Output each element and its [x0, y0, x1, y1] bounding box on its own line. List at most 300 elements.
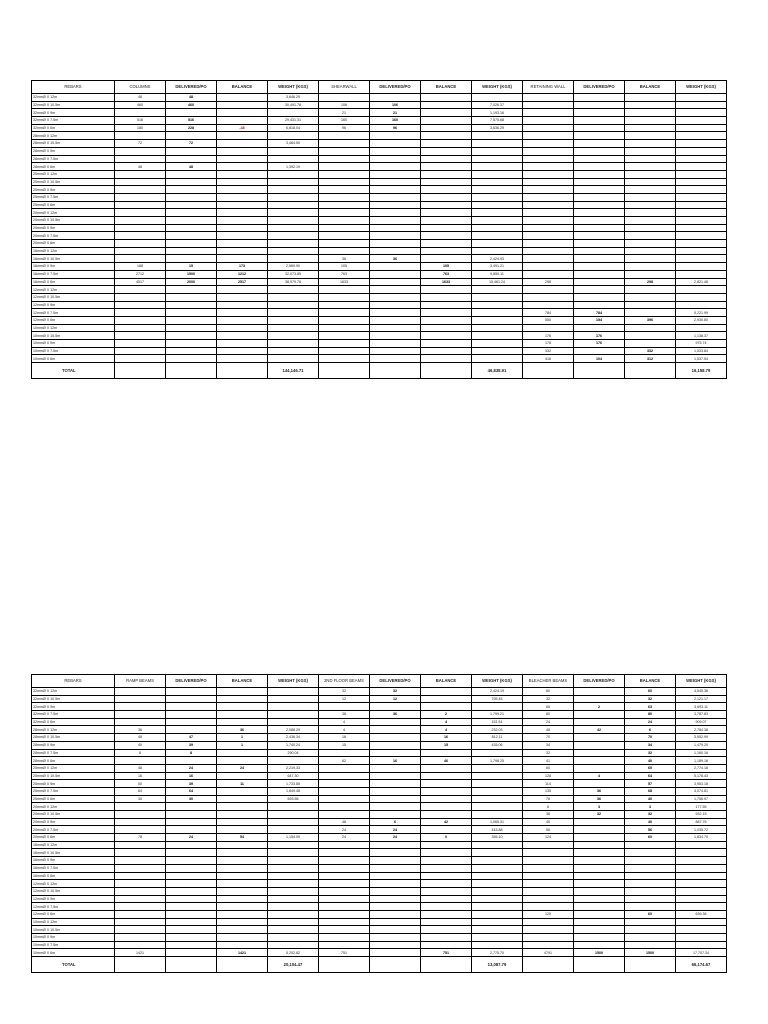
rebar-size-cell: 20mmØ X 7.5m — [32, 826, 115, 834]
table-cell: 120 — [523, 910, 574, 918]
table-cell — [268, 803, 319, 811]
table-cell — [268, 309, 319, 317]
table-cell: 60 — [523, 688, 574, 696]
table-cell: 4791 — [523, 949, 574, 957]
table-cell — [115, 109, 166, 117]
table-cell: 812.11 — [472, 734, 523, 742]
table-cell: 38,979.76 — [268, 278, 319, 286]
table-cell — [676, 263, 727, 271]
table-cell — [370, 872, 421, 880]
table-cell: 39 — [166, 780, 217, 788]
table-cell: 975.74 — [676, 340, 727, 348]
table-cell — [217, 711, 268, 719]
table-cell: 3,552.99 — [676, 734, 727, 742]
table-row — [32, 749, 727, 757]
table-cell — [523, 293, 574, 301]
table-cell: 11 — [217, 780, 268, 788]
table-cell: 60 — [625, 688, 676, 696]
table-row — [32, 332, 727, 340]
table-cell — [676, 918, 727, 926]
table-cell — [115, 193, 166, 201]
table-cell — [625, 140, 676, 148]
table-cell — [421, 255, 472, 263]
table-cell — [319, 764, 370, 772]
table-cell — [676, 880, 727, 888]
table-cell: 106 — [319, 101, 370, 109]
table-cell — [574, 780, 625, 788]
table-cell: 24 — [217, 764, 268, 772]
table-cell — [676, 941, 727, 949]
table-cell: 2,436.34 — [268, 734, 319, 742]
table-cell — [523, 363, 574, 379]
table-cell: 1212 — [217, 270, 268, 278]
rebar-size-cell: 16mmØ X 12m — [32, 841, 115, 849]
table-cell — [625, 903, 676, 911]
table-cell: 32 — [625, 695, 676, 703]
table-cell — [421, 94, 472, 102]
table-cell — [625, 887, 676, 895]
table-cell — [166, 347, 217, 355]
table-cell — [625, 363, 676, 379]
total-label: TOTAL — [32, 957, 115, 973]
table-cell — [523, 926, 574, 934]
table-cell — [268, 316, 319, 324]
table-cell: 57 — [625, 780, 676, 788]
table-cell — [574, 918, 625, 926]
table-cell: 36 — [574, 795, 625, 803]
table-cell: 932.15 — [676, 811, 727, 819]
table-cell — [421, 703, 472, 711]
table-cell — [166, 240, 217, 248]
table-row — [32, 301, 727, 309]
table-cell — [115, 864, 166, 872]
rebar-size-cell: 10mmØ X 10.5m — [32, 926, 115, 934]
table-cell — [319, 309, 370, 317]
table-row — [32, 293, 727, 301]
table-cell — [421, 347, 472, 355]
rebar-size-cell: 32mmØ X 10.5m — [32, 695, 115, 703]
table-cell — [574, 718, 625, 726]
table-cell — [370, 347, 421, 355]
table-cell: 40 — [625, 818, 676, 826]
table-cell — [370, 147, 421, 155]
table-cell — [370, 887, 421, 895]
table-cell: 173 — [217, 263, 268, 271]
table-cell — [676, 109, 727, 117]
rebar-size-cell: 28mmØ X 12m — [32, 132, 115, 140]
table-cell — [115, 718, 166, 726]
table-cell — [166, 949, 217, 957]
header-row — [32, 675, 727, 688]
table-cell — [115, 201, 166, 209]
table-row — [32, 834, 727, 842]
table-cell: 24 — [166, 834, 217, 842]
table-cell: 64 — [115, 787, 166, 795]
table-cell — [574, 324, 625, 332]
table-cell: 1,154.09 — [268, 834, 319, 842]
table-cell — [625, 178, 676, 186]
rebar-size-cell: 12mmØ X 6m — [32, 910, 115, 918]
table-cell — [472, 132, 523, 140]
table-cell — [268, 178, 319, 186]
table-row — [32, 880, 727, 888]
table-cell — [574, 849, 625, 857]
table-cell: 48 — [115, 163, 166, 171]
table-cell — [574, 757, 625, 765]
table-cell — [421, 109, 472, 117]
table-cell — [217, 749, 268, 757]
table-cell — [319, 170, 370, 178]
table-cell — [421, 340, 472, 348]
table-cell — [115, 347, 166, 355]
table-row — [32, 163, 727, 171]
table-cell — [166, 872, 217, 880]
table-cell — [217, 363, 268, 379]
table-cell — [217, 201, 268, 209]
table-cell: 70 — [625, 734, 676, 742]
table-cell — [319, 209, 370, 217]
table-row — [32, 887, 727, 895]
table-cell — [319, 347, 370, 355]
table-cell — [319, 332, 370, 340]
table-cell: 32,073.85 — [268, 270, 319, 278]
table-cell — [421, 764, 472, 772]
table-cell — [625, 941, 676, 949]
table-cell — [370, 209, 421, 217]
table-cell: 32 — [574, 811, 625, 819]
table-cell — [421, 316, 472, 324]
table-cell — [421, 749, 472, 757]
table-cell — [115, 301, 166, 309]
table-cell — [115, 155, 166, 163]
table-cell — [523, 178, 574, 186]
table-cell — [268, 186, 319, 194]
column-header-shearwall: SHEARWALL — [319, 81, 370, 94]
table-cell — [472, 872, 523, 880]
table-cell — [523, 155, 574, 163]
column-header-balance: BALANCE — [217, 675, 268, 688]
table-row — [32, 316, 727, 324]
table-cell: 751 — [319, 949, 370, 957]
table-cell — [574, 94, 625, 102]
table-cell: 6 — [370, 818, 421, 826]
table-cell: 39 — [166, 741, 217, 749]
table-cell — [217, 864, 268, 872]
table-cell — [472, 803, 523, 811]
table-row — [32, 910, 727, 918]
table-cell — [268, 355, 319, 363]
table-cell — [574, 749, 625, 757]
table-cell — [370, 163, 421, 171]
table-cell — [676, 101, 727, 109]
table-cell — [319, 224, 370, 232]
table-cell — [166, 803, 217, 811]
rebar-size-cell: 16mmØ X 10.5m — [32, 255, 115, 263]
table-cell — [676, 170, 727, 178]
table-cell — [166, 286, 217, 294]
rebar-size-cell: 28mmØ X 6m — [32, 163, 115, 171]
rebar-size-cell: 32mmØ X 10.5m — [32, 101, 115, 109]
table-cell — [676, 270, 727, 278]
table-cell: 1,392.19 — [268, 163, 319, 171]
table-cell — [523, 109, 574, 117]
table-cell: 36 — [319, 255, 370, 263]
table-cell — [268, 217, 319, 225]
table-cell — [166, 957, 217, 973]
table-cell: 1,189.16 — [676, 757, 727, 765]
rebar-size-cell: 25mmØ X 12m — [32, 170, 115, 178]
table-cell — [319, 926, 370, 934]
table-row — [32, 270, 727, 278]
table-cell: 40 — [523, 818, 574, 826]
table-row — [32, 695, 727, 703]
table-cell — [574, 201, 625, 209]
table-row — [32, 841, 727, 849]
table-cell — [472, 232, 523, 240]
table-cell — [370, 926, 421, 934]
table-cell — [217, 910, 268, 918]
table-cell: 63 — [625, 703, 676, 711]
table-cell — [217, 293, 268, 301]
table-cell — [115, 232, 166, 240]
table-cell — [625, 957, 676, 973]
table-cell — [370, 895, 421, 903]
table-cell — [472, 147, 523, 155]
table-cell — [472, 240, 523, 248]
table-cell — [319, 849, 370, 857]
table-cell — [676, 201, 727, 209]
table-cell — [676, 324, 727, 332]
table-cell: 7,575.68 — [472, 117, 523, 125]
table-cell — [421, 301, 472, 309]
table-cell — [115, 941, 166, 949]
table-cell — [268, 109, 319, 117]
table-cell — [166, 201, 217, 209]
table-cell — [523, 849, 574, 857]
table-cell — [472, 286, 523, 294]
table-cell: 124 — [523, 834, 574, 842]
table-cell — [574, 895, 625, 903]
table-cell — [115, 757, 166, 765]
table-cell — [523, 918, 574, 926]
rebar-size-cell: 20mmØ X 12m — [32, 803, 115, 811]
table-cell: 228 — [166, 124, 217, 132]
table-cell — [166, 826, 217, 834]
table-cell — [625, 170, 676, 178]
table-cell — [370, 749, 421, 757]
table-cell — [370, 726, 421, 734]
table-cell — [421, 117, 472, 125]
table-cell: 180 — [115, 124, 166, 132]
rebar-size-cell: 16mmØ X 7.5m — [32, 864, 115, 872]
table-cell — [268, 864, 319, 872]
table-cell — [370, 140, 421, 148]
table-cell: 2000 — [166, 278, 217, 286]
table-row — [32, 117, 727, 125]
table-cell: 332 — [523, 347, 574, 355]
table-cell — [268, 224, 319, 232]
table-cell — [268, 941, 319, 949]
table-cell: 176 — [574, 332, 625, 340]
table-cell: 6,818.04 — [268, 124, 319, 132]
table-cell — [370, 293, 421, 301]
table-cell — [268, 711, 319, 719]
table-cell: 48 — [166, 163, 217, 171]
table-cell: 32 — [625, 749, 676, 757]
table-cell — [472, 140, 523, 148]
table-cell — [268, 170, 319, 178]
table-cell — [319, 941, 370, 949]
table-cell: 60 — [625, 834, 676, 842]
table-cell — [166, 926, 217, 934]
table-cell: 4,074.61 — [676, 787, 727, 795]
table-cell — [472, 795, 523, 803]
table-cell: 2,424.19 — [472, 688, 523, 696]
table-cell — [676, 209, 727, 217]
rebar-size-cell: 32mmØ X 7.5m — [32, 711, 115, 719]
table-cell — [676, 124, 727, 132]
table-cell — [523, 324, 574, 332]
table-cell — [421, 780, 472, 788]
table-cell: 460 — [166, 101, 217, 109]
table-cell — [523, 240, 574, 248]
column-header-weight-kgs: WEIGHT (KGS) — [268, 81, 319, 94]
table-cell — [421, 857, 472, 865]
rebar-size-cell: 16mmØ X 6m — [32, 278, 115, 286]
table-cell — [319, 286, 370, 294]
table-cell — [472, 857, 523, 865]
table-cell — [370, 332, 421, 340]
table-cell — [217, 324, 268, 332]
table-cell — [319, 772, 370, 780]
table-cell — [166, 340, 217, 348]
table-cell — [217, 163, 268, 171]
table-cell — [370, 795, 421, 803]
table-cell — [625, 286, 676, 294]
table-cell: 68 — [625, 787, 676, 795]
table-cell — [421, 178, 472, 186]
table-cell — [217, 255, 268, 263]
table-cell: 105 — [421, 263, 472, 271]
table-cell — [370, 841, 421, 849]
table-cell — [574, 857, 625, 865]
table-cell — [217, 826, 268, 834]
table-cell: 298 — [625, 278, 676, 286]
header-row — [32, 81, 727, 94]
table-cell: 1500 — [625, 949, 676, 957]
table-cell — [268, 926, 319, 934]
table-cell — [166, 193, 217, 201]
table-cell — [421, 910, 472, 918]
table-cell — [115, 841, 166, 849]
table-cell — [370, 94, 421, 102]
table-cell: 3,491.21 — [472, 263, 523, 271]
table-cell — [268, 880, 319, 888]
table-cell — [625, 841, 676, 849]
table-cell — [217, 140, 268, 148]
table-cell: 763 — [421, 270, 472, 278]
table-cell — [625, 324, 676, 332]
table-cell — [574, 224, 625, 232]
table-cell — [421, 232, 472, 240]
rebar-size-cell: 25mmØ X 6m — [32, 795, 115, 803]
table-cell — [523, 201, 574, 209]
table-cell — [370, 201, 421, 209]
table-row — [32, 864, 727, 872]
table-cell — [523, 864, 574, 872]
table-cell — [472, 895, 523, 903]
table-cell: 188 — [115, 263, 166, 271]
table-row — [32, 124, 727, 132]
rebar-size-cell: 16mmØ X 10.5m — [32, 849, 115, 857]
total-weight: 20,104.47 — [268, 957, 319, 973]
table-row — [32, 355, 727, 363]
table-cell: 3,464.50 — [268, 140, 319, 148]
table-cell — [421, 903, 472, 911]
table-cell — [370, 193, 421, 201]
table-cell — [166, 688, 217, 696]
table-cell — [574, 941, 625, 949]
table-row — [32, 826, 727, 834]
table-cell — [217, 209, 268, 217]
table-cell — [676, 224, 727, 232]
table-row — [32, 232, 727, 240]
table-cell — [421, 363, 472, 379]
table-cell — [574, 232, 625, 240]
table-cell — [319, 910, 370, 918]
rebar-size-cell: 10mmØ X 7.5m — [32, 347, 115, 355]
table-cell: 24 — [319, 834, 370, 842]
table-cell — [625, 217, 676, 225]
table-cell — [421, 918, 472, 926]
table-cell — [166, 910, 217, 918]
table-cell — [217, 355, 268, 363]
column-header-columns: COLUMNS — [115, 81, 166, 94]
table-cell: 56 — [523, 826, 574, 834]
table-cell — [676, 140, 727, 148]
table-cell: 6 — [523, 803, 574, 811]
table-cell — [625, 255, 676, 263]
table-cell — [217, 688, 268, 696]
table-cell — [319, 217, 370, 225]
table-cell — [574, 880, 625, 888]
table-cell — [523, 270, 574, 278]
table-cell: 21 — [319, 109, 370, 117]
rebar-size-cell: 12mmØ X 7.5m — [32, 903, 115, 911]
table-cell — [574, 934, 625, 942]
table-cell: 29,431.31 — [268, 117, 319, 125]
table-cell — [472, 178, 523, 186]
table-cell — [676, 293, 727, 301]
rebar-size-cell: 10mmØ X 7.5m — [32, 941, 115, 949]
table-cell — [166, 186, 217, 194]
table-cell — [523, 232, 574, 240]
table-row — [32, 101, 727, 109]
table-cell: 9,850.11 — [472, 270, 523, 278]
table-row — [32, 764, 727, 772]
table-cell — [523, 209, 574, 217]
rebar-table-beams — [31, 674, 727, 973]
table-cell: 36 — [574, 787, 625, 795]
table-cell — [319, 324, 370, 332]
rebar-size-cell: 28mmØ X 9m — [32, 147, 115, 155]
table-cell — [115, 703, 166, 711]
table-cell: 46 — [421, 757, 472, 765]
table-cell — [268, 155, 319, 163]
table-cell — [217, 695, 268, 703]
rebar-size-cell: 32mmØ X 6m — [32, 124, 115, 132]
table-cell — [166, 224, 217, 232]
